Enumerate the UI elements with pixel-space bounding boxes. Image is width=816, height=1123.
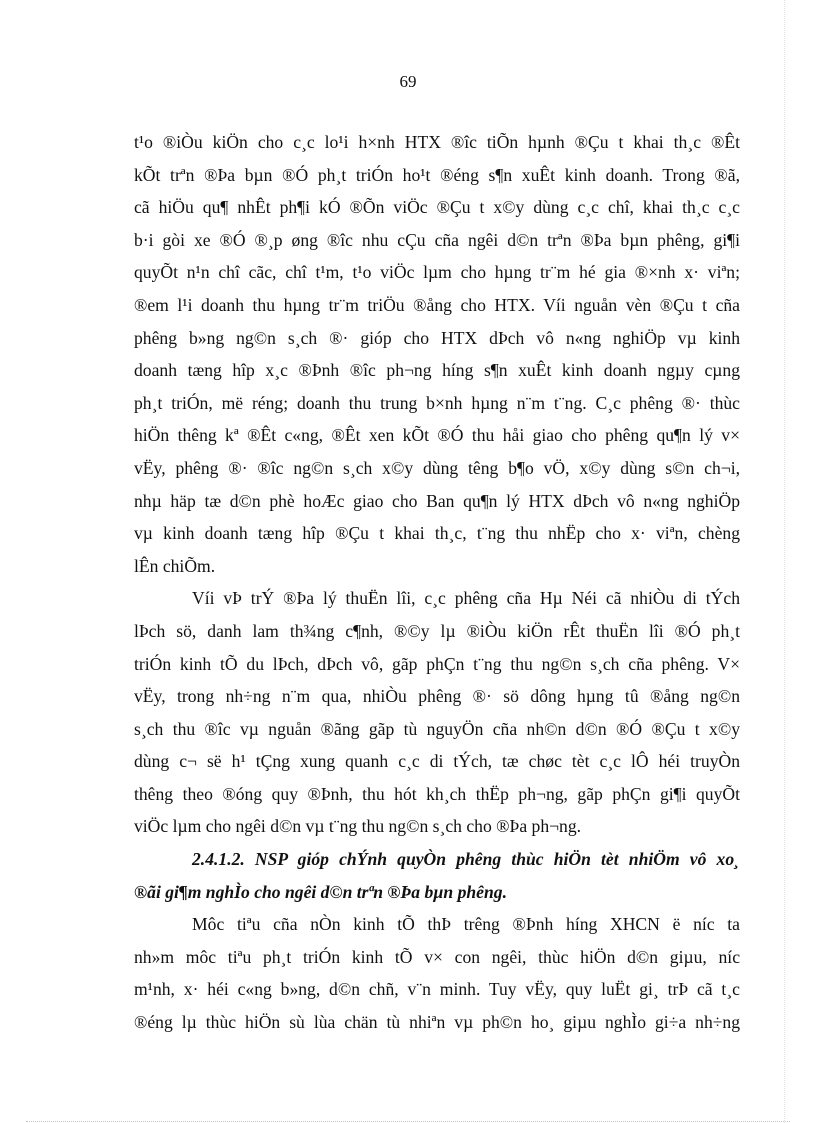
section-heading: ®ãi gi¶m nghÌo cho ngêi d©n trªn ®Þa bµn phêng. [134, 881, 507, 902]
body-text [134, 126, 740, 1039]
text-line: Môc tiªu cña nÒn kinh tÕ thÞ trêng ®Þnh híng XHCN ë níc ta [192, 914, 740, 935]
text-line: dùng c¬ së h¹ tÇng xung quanh c¸c di tÝch, tæ chøc tèt c¸c lÔ héi truyÒn [134, 751, 740, 772]
page-number: 69 [399, 72, 417, 91]
section-heading: 2.4.1.2. NSP gióp chÝnh quyÒn phêng thùc hiÖn tèt nhiÖm vô xo¸ [192, 849, 740, 870]
text-line: lÞch sö, danh lam th¾ng c¶nh, ®©y lµ ®iÒu kiÖn rÊt thuËn lîi ®Ó ph¸t [134, 620, 740, 641]
text-line: hiÖn thêng kª ®Êt c«ng, ®Êt xen kÕt ®Ó thu håi giao cho phêng qu¶n lý v× [134, 425, 740, 446]
text-line: phêng b»ng ng©n s¸ch ®· gióp cho HTX dÞch vô n«ng nghiÖp vµ kinh [134, 327, 740, 348]
page-bottom-border [26, 1121, 790, 1122]
text-line: vËy, phêng ®· ®îc ng©n s¸ch x©y dùng têng b¶o vÖ, x©y dùng s©n ch¬i, [134, 457, 740, 478]
text-line: viÖc lµm cho ngêi d©n vµ t¨ng thu ng©n s¸ch cho ®Þa ph¬ng. [134, 816, 582, 837]
text-line: triÓn kinh tÕ du lÞch, dÞch vô, gãp phÇn t¨ng thu ng©n s¸ch cña phêng. V× [134, 653, 740, 674]
text-line: thêng theo ®óng quy ®Þnh, thu hót kh¸ch thËp ph¬ng, gãp phÇn gi¶i quyÕt [134, 783, 740, 804]
text-line: cã hiÖu qu¶ nhÊt ph¶i kÓ ®Õn viÖc ®Çu t x©y dùng c¸c chî, khai th¸c c¸c [134, 197, 740, 218]
text-line: t¹o ®iÒu kiÖn cho c¸c lo¹i h×nh HTX ®îc tiÕn hµnh ®Çu t khai th¸c ®Êt [134, 132, 740, 152]
text-line: nhµ häp tæ d©n phè hoÆc giao cho Ban qu¶n lý HTX dÞch vô n«ng nghiÖp [134, 490, 740, 511]
text-line: ®em l¹i doanh thu hµng tr¨m triÖu ®ång cho HTX. Víi nguån vèn ®Çu t cña [134, 294, 740, 315]
text-line: m¹nh, x· héi c«ng b»ng, d©n chñ, v¨n minh. Tuy vËy, quy luËt gi¸ trÞ cã t¸c [134, 979, 740, 1000]
text-line: ®éng lµ thùc hiÖn sù lùa chän tù nhiªn vµ ph©n ho¸ giµu nghÌo gi÷a nh÷ng [134, 1012, 740, 1033]
text-line: vËy, trong nh÷ng n¨m qua, nhiÒu phêng ®· sö dông hµng tû ®ång ng©n [134, 686, 740, 707]
text-line: kÕt trªn ®Þa bµn ®Ó ph¸t triÓn ho¹t ®éng s¶n xuÊt kinh doanh. Trong ®ã, [134, 164, 740, 185]
text-line: ph¸t triÓn, më réng; doanh thu trung b×nh hµng n¨m t¨ng. C¸c phêng ®· thùc [134, 392, 740, 413]
text-line: Víi vÞ trÝ ®Þa lý thuËn lîi, c¸c phêng cña Hµ Néi cã nhiÒu di tÝch [192, 588, 740, 609]
text-line: quyÕt n¹n chî cãc, chî t¹m, t¹o viÖc lµm cho hµng tr¨m hé gia ®×nh x· viªn; [134, 262, 740, 283]
text-line: vµ kinh doanh tæng hîp ®Çu t khai th¸c, t¨ng thu nhËp cho x· viªn, chèng [134, 523, 740, 544]
text-line: doanh tæng hîp x¸c ®Þnh ®îc ph¬ng híng s¶n xuÊt kinh doanh ngµy cµng [134, 360, 740, 381]
page-right-border [784, 0, 785, 1123]
text-line: s¸ch thu ®îc vµ nguån ®ãng gãp tù nguyÖn cña nh©n d©n ®Ó ®Çu t x©y [134, 718, 740, 739]
text-line: nh»m môc tiªu ph¸t triÓn kinh tÕ v× con ngêi, thùc hiÖn d©n giµu, níc [134, 946, 740, 967]
text-line: b·i gòi xe ®Ó ®¸p øng ®îc nhu cÇu cña ngêi d©n trªn ®Þa bµn phêng, gi¶i [134, 229, 740, 250]
text-line: lÊn chiÕm. [134, 555, 216, 576]
